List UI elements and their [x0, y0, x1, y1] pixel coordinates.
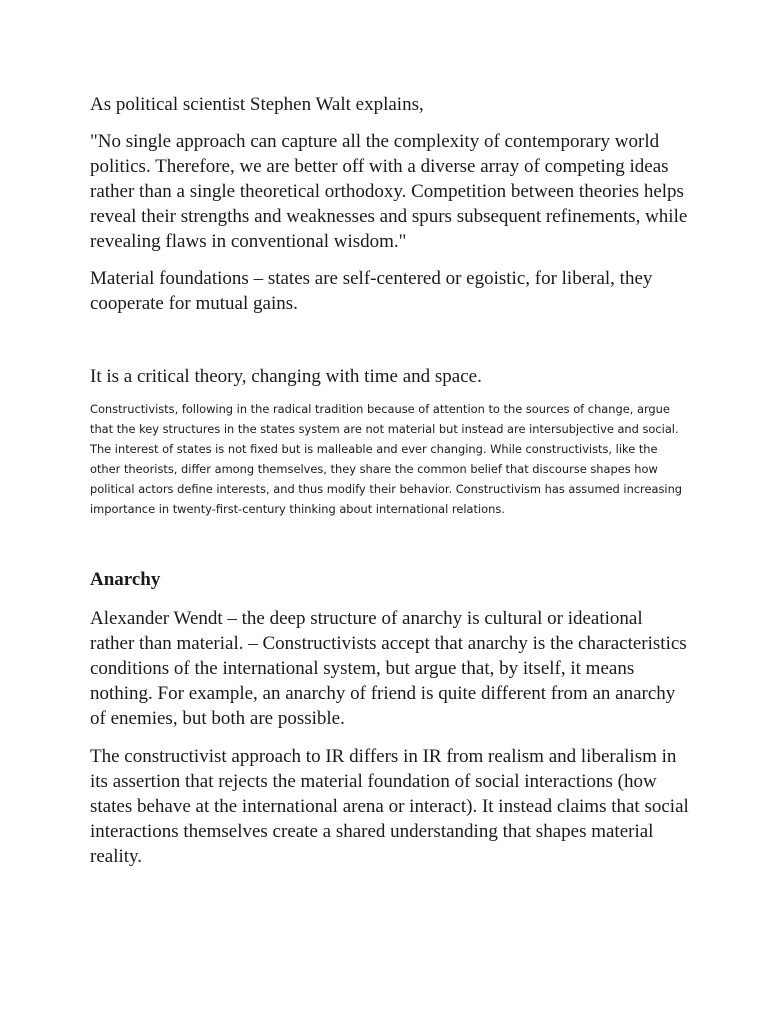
intro-paragraph: As political scientist Stephen Walt explains,: [90, 94, 424, 115]
constructivist-approach-paragraph: The constructivist approach to IR differs in IR from realism and liberalism in its assertion that rejects the material foundation of social interactions (how states behave at the international arena or interact). It instead claims that social interactions themselves create a shared understanding that shapes material reality.: [90, 746, 689, 867]
anarchy-heading: Anarchy: [90, 569, 161, 590]
material-foundations-paragraph: Material foundations – states are self-centered or egoistic, for liberal, they cooperate for mutual gains.: [90, 268, 653, 314]
walt-quote-paragraph: "No single approach can capture all the complexity of contemporary world politics. Therefore, we are better off with a diverse array of competing ideas rather than a single theoretical orthodoxy. Competition between theories helps reveal their strengths and weaknesses and spurs subsequent refinements, while revealing flaws in conventional wisdom.": [90, 131, 688, 252]
constructivists-excerpt: Constructivists, following in the radical tradition because of attention to the sources of change, argue that the key structures in the states system are not material but instead are intersubjective and social. The interest of states is not fixed but is malleable and ever changing. While constructivists, like the other theorists, differ among themselves, they share the common belief that discourse shapes how political actors define interests, and thus modify their behavior. Constructivism has assumed increasing importance in twenty-first-century thinking about international relations.: [90, 402, 683, 516]
document-page: [90, 92, 690, 869]
critical-theory-paragraph: It is a critical theory, changing with time and space.: [90, 366, 482, 387]
wendt-paragraph: Alexander Wendt – the deep structure of anarchy is cultural or ideational rather than material. – Constructivists accept that anarchy is the characteristics conditions of the international system, but argue that, by itself, it means nothing. For example, an anarchy of friend is quite different from an anarchy of enemies, but both are possible.: [90, 608, 687, 729]
